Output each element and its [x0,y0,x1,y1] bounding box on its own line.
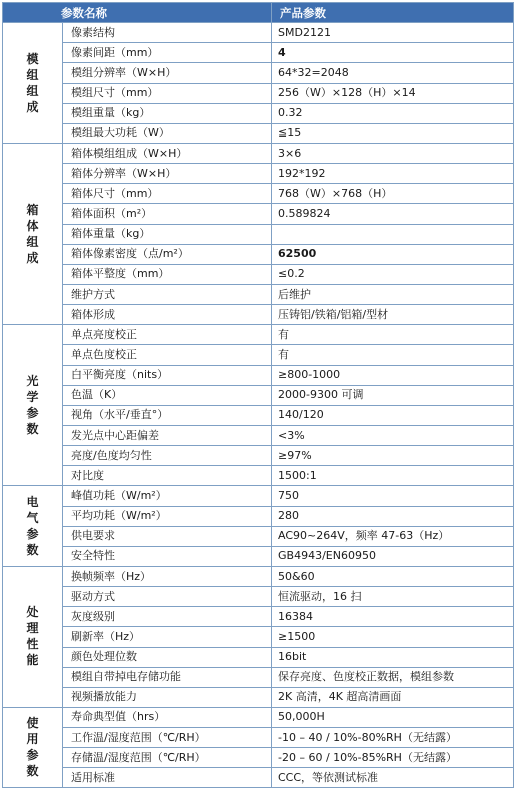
param-value-cell: 恒流驱动，16 扫 [272,587,514,607]
param-name-cell: 模组尺寸（mm） [63,83,272,103]
param-value-cell: 50,000H [272,707,514,727]
group-label [3,143,63,324]
param-name-cell: 安全特性 [63,546,272,566]
table-row [3,325,514,345]
param-name-cell: 模组自带掉电存储功能 [63,667,272,687]
param-value-cell: 50&60 [272,566,514,586]
param-value-cell: -20 – 60 / 10%-85%RH（无结露） [272,748,514,768]
group-label [3,486,63,567]
table-row [3,425,514,445]
param-value-cell: CCC，等依测试标准 [272,768,514,788]
table-row [3,224,514,244]
param-name-cell: 平均功耗（W/m²） [63,506,272,526]
table-row [3,647,514,667]
spec-table-body [3,23,514,788]
param-name-cell: 存储温/湿度范围（℃/RH） [63,748,272,768]
param-value-cell: ≥800-1000 [272,365,514,385]
param-name-cell: 峰值功耗（W/m²） [63,486,272,506]
param-value-cell: 保存亮度、色度校正数据，模组参数 [272,667,514,687]
param-name-cell: 箱体分辨率（W×H） [63,164,272,184]
param-name-cell: 像素结构 [63,23,272,43]
table-row [3,244,514,264]
param-value-cell: 280 [272,506,514,526]
param-name-cell: 发光点中心距偏差 [63,425,272,445]
table-row [3,345,514,365]
table-row [3,587,514,607]
param-value-cell: 1500:1 [272,466,514,486]
table-row [3,204,514,224]
table-row [3,607,514,627]
param-value-cell: 4 [272,43,514,63]
table-row [3,305,514,325]
table-row [3,687,514,707]
param-value-cell: 2K 高清，4K 超高清画面 [272,687,514,707]
param-name-cell: 寿命典型值（hrs） [63,707,272,727]
table-row [3,365,514,385]
param-value-cell: ≤0.2 [272,264,514,284]
param-value-cell: AC90~264V，频率 47-63（Hz） [272,526,514,546]
param-value-cell: SMD2121 [272,23,514,43]
group-title: 光学参数 [26,373,39,436]
table-row [3,103,514,123]
param-name-cell: 驱动方式 [63,587,272,607]
param-name-cell: 灰度级别 [63,607,272,627]
group-label [3,707,63,788]
param-name-cell: 箱体重量（kg） [63,224,272,244]
param-name-cell: 刷新率（Hz） [63,627,272,647]
table-row [3,546,514,566]
table-row [3,748,514,768]
param-name-cell: 对比度 [63,466,272,486]
param-value-cell: 后维护 [272,284,514,304]
param-name-cell: 适用标准 [63,768,272,788]
param-name-cell: 工作温/湿度范围（℃/RH） [63,728,272,748]
param-name-cell: 颜色处理位数 [63,647,272,667]
param-name-cell: 箱体像素密度（点/m²） [63,244,272,264]
param-name-cell: 单点亮度校正 [63,325,272,345]
table-row [3,506,514,526]
product-value-header: 产品参数 [272,3,514,23]
group-title: 使用参数 [26,716,39,779]
table-row [3,264,514,284]
param-value-cell: 256（W）×128（H）×14 [272,83,514,103]
param-name-cell: 模组最大功耗（W） [63,123,272,143]
table-row [3,707,514,727]
table-row [3,768,514,788]
param-value-cell: 64*32=2048 [272,63,514,83]
param-value-cell: 16bit [272,647,514,667]
param-name-cell: 箱体面积（m²） [63,204,272,224]
spec-table [2,2,514,788]
param-value-cell: <3% [272,425,514,445]
param-value-cell: ≦15 [272,123,514,143]
param-value-cell: 192*192 [272,164,514,184]
table-row [3,466,514,486]
param-name-cell: 视角（水平/垂直°） [63,405,272,425]
param-value-cell [272,224,514,244]
param-name-cell: 像素间距（mm） [63,43,272,63]
table-row [3,143,514,163]
table-row [3,667,514,687]
param-name-cell: 换帧频率（Hz） [63,566,272,586]
param-value-cell: 有 [272,345,514,365]
param-value-cell: 压铸铝/铁箱/铝箱/型材 [272,305,514,325]
table-row [3,486,514,506]
param-name-cell: 箱体形成 [63,305,272,325]
param-value-cell: 16384 [272,607,514,627]
param-value-cell: ≥1500 [272,627,514,647]
param-name-cell: 模组重量（kg） [63,103,272,123]
group-label [3,325,63,486]
table-row [3,83,514,103]
param-value-cell: 140/120 [272,405,514,425]
param-name-cell: 箱体平整度（mm） [63,264,272,284]
table-row [3,164,514,184]
group-label [3,566,63,707]
param-name-cell: 箱体模组组成（W×H） [63,143,272,163]
table-row [3,627,514,647]
table-row [3,184,514,204]
param-name-cell: 供电要求 [63,526,272,546]
table-row [3,123,514,143]
param-value-cell: -10 – 40 / 10%-80%RH（无结露） [272,728,514,748]
param-value-cell: 62500 [272,244,514,264]
table-row [3,63,514,83]
param-name-cell: 亮度/色度均匀性 [63,446,272,466]
param-name-cell: 色温（K） [63,385,272,405]
group-label [3,23,63,144]
param-name-cell: 单点色度校正 [63,345,272,365]
param-value-cell: 768（W）×768（H） [272,184,514,204]
param-value-cell: 0.32 [272,103,514,123]
table-row [3,385,514,405]
param-value-cell: GB4943/EN60950 [272,546,514,566]
param-name-cell: 视频播放能力 [63,687,272,707]
param-value-cell: 有 [272,325,514,345]
table-row [3,526,514,546]
group-title: 处理性能 [26,605,39,668]
table-row [3,43,514,63]
param-name-cell: 箱体尺寸（mm） [63,184,272,204]
param-value-cell: 0.589824 [272,204,514,224]
param-value-cell: 3×6 [272,143,514,163]
table-row [3,405,514,425]
param-value-cell: 2000-9300 可调 [272,385,514,405]
table-row [3,566,514,586]
param-name-cell: 维护方式 [63,284,272,304]
table-row [3,728,514,748]
param-name-cell: 白平衡亮度（nits） [63,365,272,385]
table-row [3,284,514,304]
param-value-cell: ≥97% [272,446,514,466]
table-header-row [3,3,514,23]
param-name-header: 参数名称 [3,3,272,23]
group-title: 电气参数 [26,494,39,557]
group-title: 箱体组成 [26,202,39,265]
group-title: 模组组成 [26,51,39,114]
param-value-cell: 750 [272,486,514,506]
param-name-cell: 模组分辨率（W×H） [63,63,272,83]
table-row [3,23,514,43]
table-row [3,446,514,466]
